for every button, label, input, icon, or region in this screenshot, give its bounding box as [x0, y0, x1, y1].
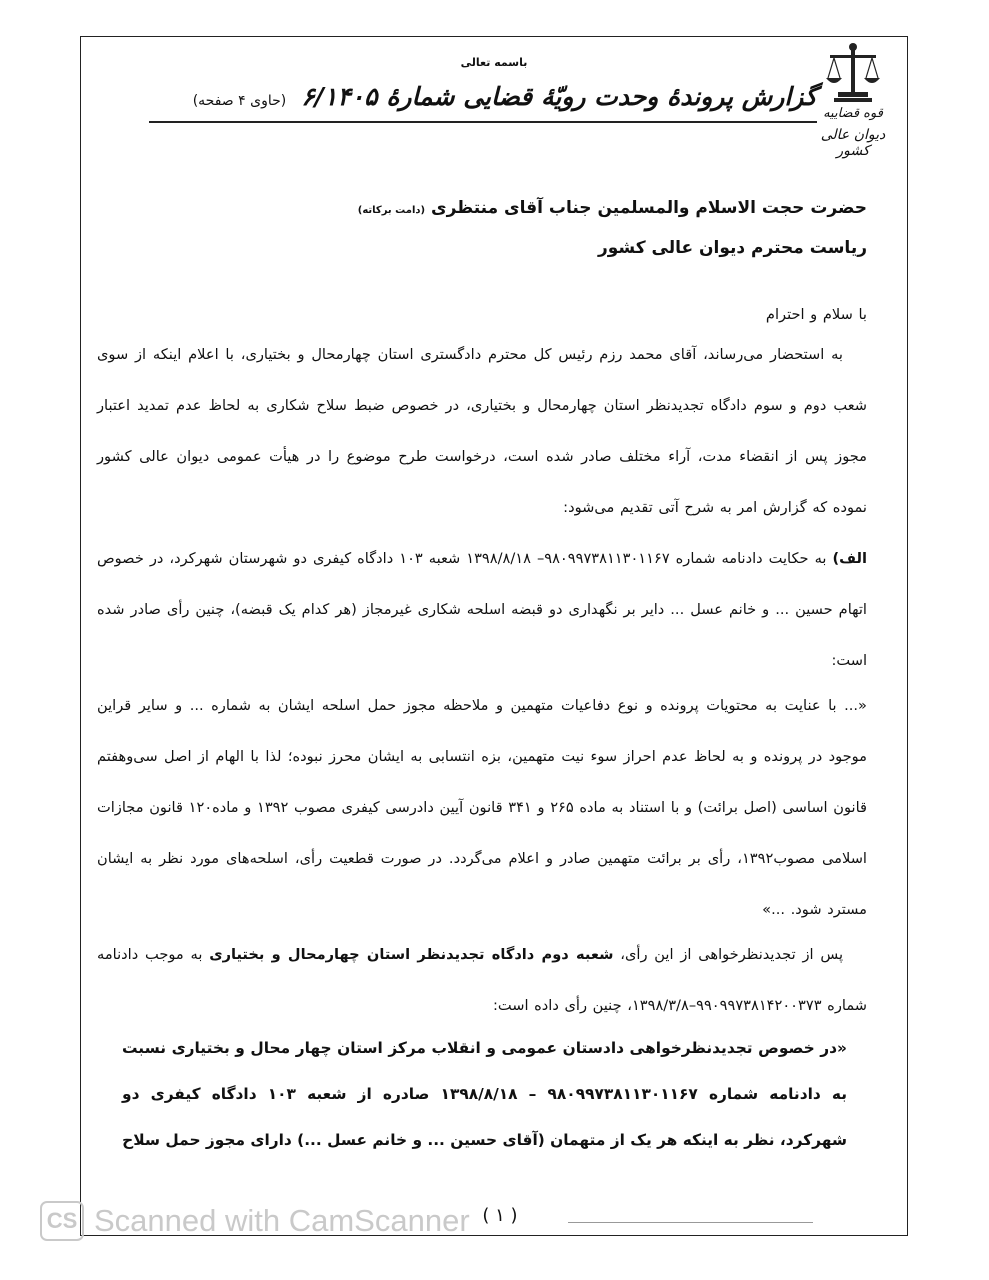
page-number: ( ۱ ) — [482, 1205, 518, 1226]
appeal-paragraph — [97, 929, 867, 1031]
camscanner-watermark — [40, 1198, 470, 1244]
report-title — [127, 82, 817, 111]
addressee-line-1 — [107, 198, 867, 218]
pages-note: (حاوی ۴ صفحه) — [192, 93, 287, 109]
appeal-post: به موجب دادنامه شماره ۹۹۰۹۹۷۳۸۱۴۲۰۰۳۷۳–۱۳۹۸/۳/۸، چنین رأی داده است: — [97, 946, 867, 1014]
appeal-pre: پس از تجدیدنظرخواهی از این رأی، — [613, 946, 844, 963]
intro-paragraph: به استحضار می‌رساند، آقای محمد رزم رئیس کل محترم دادگستری استان چهارمحال و بختیاری، با اعلام اینکه از سوی شعب دوم و سوم دادگاه تجدیدنظر استان چهارمحال و بختیاری، در خصوص ضبط سلاح شکاری به لحاظ عدم تمدید اعتبار مجوز پس از انقضاء مدت، آراء مختلف صادر شده است، درخواست طرح موضوع را در هیأت عمومی دیوان عالی کشور نموده که گزارش امر به شرح آتی تقدیم می‌شود: — [97, 346, 867, 516]
quote-first-verdict: «... با عنایت به محتویات پرونده و نوع دفاعیات متهمین و ملاحظه مجوز حمل اسلحه ایشان به شماره ... و سایر قراین موجود در پرونده و به لحاظ عدم احراز سوء نیت متهمین، بزه انتسابی به ایشان محرز نبوده؛ لذا با الهام از اصل سی‌وهفتم قانون اساسی (اصل برائت) و با استناد به ماده ۲۶۵ و ۳۴۱ قانون آیین دادرسی کیفری مصوب ۱۳۹۲ و ماده۱۲۰ قانون مجازات اسلامی مصوب۱۳۹۲، رأی بر برائت متهمین صادر و اعلام می‌گردد. در صورت قطعیت رأی، اسلحه‌های مورد نظر به ایشان مسترد شود. ...» — [97, 697, 868, 918]
section-a-label: الف) — [832, 550, 868, 567]
addressee-suffix: (دامت برکاته) — [357, 205, 426, 216]
watermark-text: Scanned with CamScanner — [94, 1203, 470, 1238]
addressee-name: حضرت حجت الاسلام والمسلمین جناب آقای منتظری — [431, 198, 867, 218]
scales-of-justice-emblem — [824, 42, 882, 104]
appeal-court: شعبه دوم دادگاه تجدیدنظر استان چهارمحال و بختیاری — [209, 946, 614, 963]
footer-line — [568, 1222, 813, 1223]
addressee-line-2: ریاست محترم دیوان عالی کشور — [597, 238, 867, 258]
report-title-text: گزارش پروندهٔ وحدت رویّهٔ قضایی شمارهٔ ۶/۱۴۰۵ — [301, 82, 817, 111]
greeting: با سلام و احترام — [765, 306, 867, 323]
quote-appeal-verdict: «در خصوص تجدیدنظرخواهی دادستان عمومی و انقلاب مرکز استان چهار محال و بختیاری نسبت به دادنامه شماره ۹۸۰۹۹۷۳۸۱۱۳۰۱۱۶۷ – ۱۳۹۸/۸/۱۸ صادره از شعبه ۱۰۳ دادگاه کیفری دو شهرکرد، نظر به اینکه هر یک از متهمان (آقای حسین ... و خانم عسل ...) دارای مجوز حمل سلاح — [122, 1039, 848, 1149]
title-underline — [149, 121, 817, 123]
section-a-paragraph — [97, 533, 867, 686]
logo-line-1: قوه قضاییه — [823, 106, 883, 121]
section-a-text: به حکایت دادنامه شماره ۹۸۰۹۹۷۳۸۱۱۳۰۱۱۶۷– ۱۳۹۸/۸/۱۸ شعبه ۱۰۳ دادگاه کیفری دو شهرستان شهرکرد، در خصوص اتهام حسین ... و خانم عسل ... دایر بر نگهداری دو قبضه اسلحه شکاری غیرمجاز (هر کدام یک قبضه)، چنین رأی صادر شده است: — [97, 550, 867, 669]
besm-heading: باسمه تعالی — [460, 56, 528, 69]
camscanner-logo-icon: CS — [40, 1201, 84, 1241]
logo-line-2: دیوان عالی کشور — [820, 127, 886, 159]
